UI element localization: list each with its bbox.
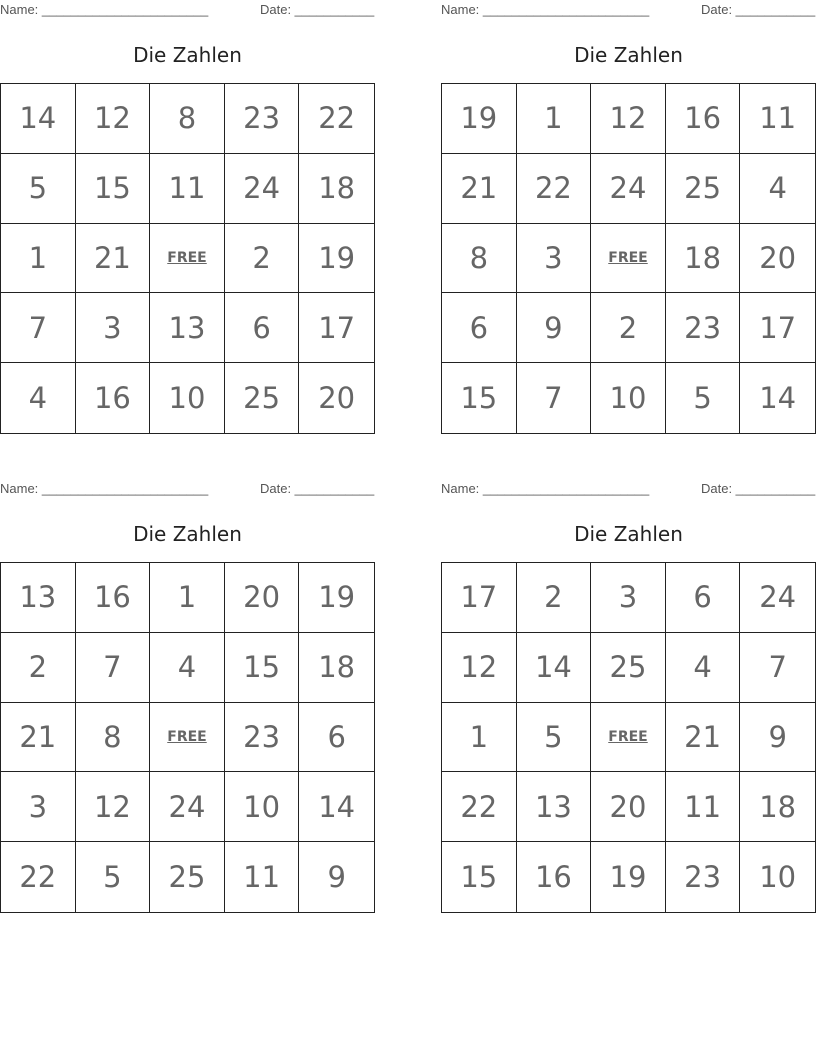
bingo-cell: 14 [299, 772, 374, 842]
bingo-cell: 7 [76, 633, 151, 703]
bingo-cell: 1 [442, 703, 517, 773]
bingo-cell: 2 [1, 633, 76, 703]
bingo-cell: 14 [517, 633, 592, 703]
bingo-grid [441, 562, 816, 913]
bingo-cell: 21 [76, 224, 151, 294]
card-title: Die Zahlen [574, 522, 683, 546]
bingo-cell: 12 [591, 84, 666, 154]
bingo-cell: 24 [591, 154, 666, 224]
bingo-cell: 10 [591, 363, 666, 433]
bingo-cell: 3 [1, 772, 76, 842]
bingo-cell: 6 [225, 293, 300, 363]
bingo-cell: 15 [442, 363, 517, 433]
bingo-cell: 16 [76, 363, 151, 433]
bingo-grid [441, 83, 816, 434]
bingo-card-1 [0, 0, 375, 435]
free-space: FREE [591, 224, 666, 294]
bingo-cell: 11 [740, 84, 815, 154]
bingo-cell: 2 [225, 224, 300, 294]
bingo-cell: 8 [442, 224, 517, 294]
bingo-cell: 15 [442, 842, 517, 912]
bingo-cell: 25 [591, 633, 666, 703]
name-line: Name: _______________________ [441, 481, 650, 496]
bingo-cell: 23 [225, 84, 300, 154]
date-line: Date: ___________ [260, 2, 375, 17]
bingo-cell: 23 [666, 293, 741, 363]
bingo-card-2 [441, 0, 816, 435]
bingo-cell: 23 [666, 842, 741, 912]
bingo-cell: 8 [76, 703, 151, 773]
bingo-cell: 1 [517, 84, 592, 154]
bingo-cell: 7 [1, 293, 76, 363]
bingo-cell: 21 [442, 154, 517, 224]
bingo-cell: 18 [666, 224, 741, 294]
name-line: Name: _______________________ [0, 481, 209, 496]
bingo-cell: 1 [1, 224, 76, 294]
bingo-cell: 4 [150, 633, 225, 703]
free-space: FREE [150, 224, 225, 294]
bingo-cell: 18 [740, 772, 815, 842]
bingo-cell: 24 [150, 772, 225, 842]
bingo-cell: 19 [591, 842, 666, 912]
bingo-cell: 5 [517, 703, 592, 773]
name-line: Name: _______________________ [0, 2, 209, 17]
bingo-cell: 20 [591, 772, 666, 842]
bingo-cell: 17 [740, 293, 815, 363]
bingo-cell: 2 [591, 293, 666, 363]
card-title: Die Zahlen [574, 43, 683, 67]
bingo-cell: 20 [318, 381, 356, 416]
card-header [0, 479, 375, 499]
date-line: Date: ___________ [701, 2, 816, 17]
bingo-cell: 22 [517, 154, 592, 224]
bingo-cell: 25 [225, 363, 300, 433]
bingo-cell: 8 [150, 84, 225, 154]
bingo-cell: 18 [299, 154, 374, 224]
date-line: Date: ___________ [701, 481, 816, 496]
bingo-cell: 11 [666, 772, 741, 842]
name-line: Name: _______________________ [441, 2, 650, 17]
bingo-cell: 21 [1, 703, 76, 773]
bingo-cell: 13 [1, 563, 76, 633]
bingo-cell: 22 [299, 84, 374, 154]
bingo-cell: 15 [225, 633, 300, 703]
bingo-cell: 1 [150, 563, 225, 633]
bingo-cell: 25 [666, 154, 741, 224]
bingo-cell: 4 [1, 363, 76, 433]
bingo-card-4 [441, 479, 816, 914]
bingo-cell: 6 [299, 703, 374, 773]
bingo-cell: 25 [150, 842, 225, 912]
bingo-cell: 18 [299, 633, 374, 703]
bingo-cell: 22 [442, 772, 517, 842]
bingo-cell: 17 [442, 563, 517, 633]
bingo-cell: 2 [517, 563, 592, 633]
card-header [441, 0, 816, 20]
bingo-cell: 3 [591, 563, 666, 633]
bingo-cell: 22 [1, 842, 76, 912]
bingo-cell: 19 [299, 224, 374, 294]
bingo-cell: 16 [517, 842, 592, 912]
bingo-cell: 5 [76, 842, 151, 912]
bingo-cell: 11 [150, 154, 225, 224]
bingo-cell: 13 [150, 293, 225, 363]
bingo-grid [0, 562, 375, 913]
card-title: Die Zahlen [133, 522, 242, 546]
bingo-cell: 7 [740, 633, 815, 703]
free-space: FREE [150, 703, 225, 773]
card-header [441, 479, 816, 499]
bingo-cell: 24 [225, 154, 300, 224]
bingo-cell: 9 [517, 293, 592, 363]
bingo-cell: 16 [666, 84, 741, 154]
bingo-cell: 4 [740, 154, 815, 224]
bingo-cell: 14 [1, 84, 76, 154]
bingo-cell: 4 [666, 633, 741, 703]
bingo-cell: 9 [740, 703, 815, 773]
bingo-cell: 14 [759, 381, 797, 416]
bingo-cell: 12 [76, 772, 151, 842]
bingo-cell: 20 [740, 224, 815, 294]
card-title: Die Zahlen [133, 43, 242, 67]
bingo-cell: 13 [517, 772, 592, 842]
bingo-cell: 5 [1, 154, 76, 224]
bingo-cell: 17 [299, 293, 374, 363]
bingo-cell: 9 [327, 860, 346, 895]
date-line: Date: ___________ [260, 481, 375, 496]
bingo-cell: 15 [76, 154, 151, 224]
bingo-cell: 5 [666, 363, 741, 433]
bingo-cell: 12 [76, 84, 151, 154]
card-header [0, 0, 375, 20]
bingo-cell: 20 [225, 563, 300, 633]
bingo-grid [0, 83, 375, 434]
bingo-cell: 11 [225, 842, 300, 912]
bingo-cell: 19 [299, 563, 374, 633]
bingo-cell: 12 [442, 633, 517, 703]
bingo-cell: 6 [442, 293, 517, 363]
free-space: FREE [591, 703, 666, 773]
bingo-cell: 7 [517, 363, 592, 433]
bingo-cell: 21 [666, 703, 741, 773]
bingo-cell: 10 [225, 772, 300, 842]
bingo-cell: 3 [517, 224, 592, 294]
bingo-cell: 16 [76, 563, 151, 633]
bingo-cell: 19 [442, 84, 517, 154]
bingo-cell: 23 [225, 703, 300, 773]
bingo-cell: 3 [76, 293, 151, 363]
bingo-cell: 10 [150, 363, 225, 433]
bingo-cell: 24 [740, 563, 815, 633]
bingo-cell: 6 [666, 563, 741, 633]
bingo-card-3 [0, 479, 375, 914]
bingo-cell: 10 [759, 860, 797, 895]
